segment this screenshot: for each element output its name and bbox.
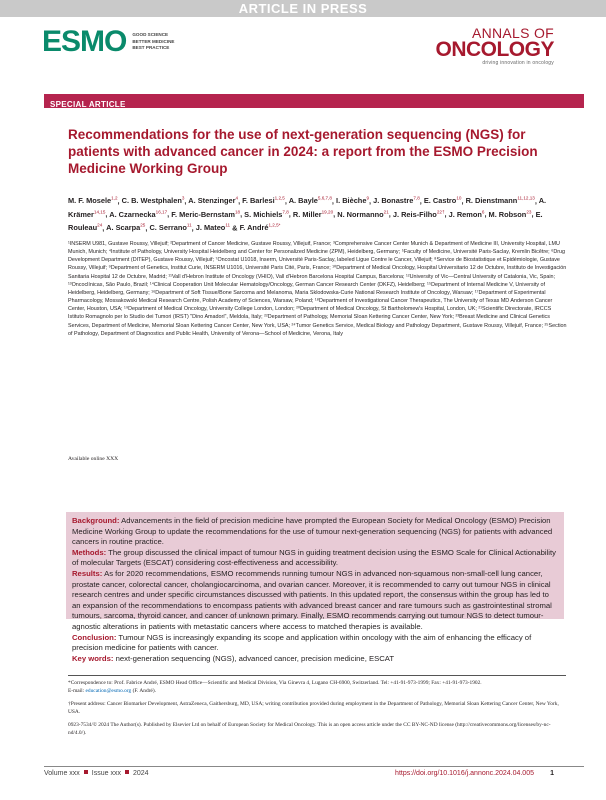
author-affiliation-marker: 7,8 <box>413 196 420 201</box>
esmo-tagline-3: BEST PRACTICE <box>132 45 170 51</box>
email-label: E-mail: <box>68 688 86 695</box>
correspondence-note <box>68 679 566 695</box>
page-number: 1 <box>550 770 554 777</box>
author-name: R. Dienstmann$^{11,12,13}$ <box>465 196 535 206</box>
abstract-keywords <box>72 654 558 665</box>
author-affiliation-marker: 18 <box>234 209 241 215</box>
author-affiliation-marker: 4 <box>235 196 239 201</box>
author-affiliation-marker: 25 <box>140 222 146 228</box>
background-label: Background: <box>72 516 120 525</box>
results-text: As for 2020 recommendations, ESMO recommends running tumour NGS in advanced non-squamous non-small-cell lung cancer, prostate cancer, colorectal cancer, cholangiocarcinoma, and ovarian cancer. Moreover, it is recommended to carry out tumour NGS in clinical research centres and under specific circumstances discussed with patients. In this updated report, the consensus within the group has led to an expansion of the recommendations to encompass patients with advanced breast cancer and rare tumours such as gastrointestinal stromal tumours, sarcoma, thyroid cancer, and cancer of unknown primary. Finally, ESMO recommends carrying out tumour NGS to detect tumour-agnostic alterations in patients with metastatic cancers where access to matched therapies is available. <box>72 568 552 631</box>
author-name: F. Barlesi$^{1,2,5}$ <box>242 196 285 206</box>
esmo-tagline-1: GOOD SCIENCE <box>132 32 169 38</box>
background-text: Advancements in the field of precision medicine have prompted the European Society for Medical Oncology (ESMO) Precision Medicine Working Group to update the recommendations for the use of tumour next-generation sequencing (NGS) for patients with advanced cancers in routine practice. <box>72 516 553 547</box>
author-affiliation-marker: 11 <box>225 222 231 228</box>
author-name: M. Robson$^{23}$ <box>488 209 532 219</box>
footer-rule <box>44 766 584 767</box>
author-name: M. F. Mosele$^{1,2}$ <box>68 196 118 206</box>
author-name: J. Reis-Filho$^{22\dagger}$ <box>392 209 445 219</box>
author-affiliation-marker: 21 <box>383 209 389 215</box>
author-name: I. Bièche$^9$ <box>336 196 369 206</box>
author-affiliation-marker: 14,15 <box>93 209 106 215</box>
esmo-logo <box>42 27 174 57</box>
journal-logo-line1: ANNALS OF <box>471 25 554 41</box>
section-label-bar <box>44 94 584 108</box>
conclusion-text: Tumour NGS is increasingly expanding its scope and application within oncology with the aim of enhancing the efficacy of precision medicine for patients with cancer. <box>72 632 532 653</box>
author-affiliation-marker: 7,8 <box>282 209 289 215</box>
author-affiliation-marker: 24 <box>97 222 103 228</box>
article-in-press-banner: ARTICLE IN PRESS <box>0 0 606 17</box>
esmo-tagline-2: BETTER MEDICINE <box>132 38 175 44</box>
author-name: A. Bayle$^{5,6,7,8}$ <box>288 196 332 206</box>
abstract-methods <box>72 548 558 569</box>
separator-square <box>125 770 129 774</box>
affiliations: ¹INSERM U981, Gustave Roussy, Villejuif; ²Department of Cancer Medicine, Gustave Roussy, Villejuif, France; ³Comprehensive Cancer Center Munich & Department of Medicine III, University Hospital, LMU Munich, Munich; ⁴Institute of Pathology, University Hospital Heidelberg and Center for Personalized Medicine (ZPM), Heidelberg, Germany; ⁵Faculty of Medicine, Université Paris-Saclay, Kremlin Bicêtre; ⁶Drug Development Department (DITEP), Gustave Roussy, Villejuif; ⁷Oncostat U1018, Inserm, Université Paris-Saclay, labeled Ligue Contre le Cancer, Villejuif; ⁸Service de Biostatistique et Epidémiologie, Gustave Roussy, Villejuif; ⁹Department of Genetics, Institut Curie, INSERM U1016, Université Paris Cité, Paris, France; ¹⁰Department of Medical Oncology, Hospital Universitario 12 de Octubre, Instituto de Investigación Sanitaria Hospital 12 de Octubre, Madrid; ¹¹Vall d'Hebron Institute of Oncology (VHIO), Vall d'Hebron Barcelona Hospital Campus, Barcelona; ¹²University of Vic—Central University of Catalonia, Vic, Spain; ¹³Oncoclínicas, São Paulo, Brazil; ¹⁴Clinical Cooperation Unit Molecular Hematology/Oncology, German Cancer Research Center (DKFZ), Heidelberg; ¹⁵Department of Internal Medicine V, University of Heidelberg, Heidelberg, Germany; ¹⁶Department of Soft Tissue/Bone Sarcoma and Melanoma, Maria Sklodowska-Curie National Research Institute of Oncology, Warsaw; ¹⁷Department of Experimental Pharmacology, Mossakowski Medical Research Centre, Polish Academy of Sciences, Warsaw, Poland; ¹⁸Department of Investigational Cancer Therapeutics, The University of Texas MD Anderson Cancer Center, Houston, USA; ¹⁹Department of Medical Oncology, University College London, London; ²⁰Department of Medical Oncology, St Bartholomew's Hospital, London, UK; ²¹Scientific Directorate, IRCCS Istituto Romagnolo per lo Studio dei Tumori (IRST) "Dino Amadori", Meldola, Italy; ²²Department of Pathology, Memorial Sloan Kettering Cancer Center, New York; ²³Breast Medicine and Clinical Genetics Services, Department of Medicine, Memorial Sloan Kettering Cancer Center, New York, USA; ²⁴Tumor Genetics Service, Medical Biology and Pathology Department, Gustave Roussy, Villejuif, France; ²⁵Section of Pathology, Department of Diagnostics and Public Health, University of Verona—School of Medicine, Verona, Italy <box>68 241 567 337</box>
author-name: C. B. Westphalen$^3$ <box>121 196 185 206</box>
author-affiliation-marker: 22† <box>436 209 445 215</box>
abstract-box <box>66 512 564 663</box>
email-suffix: (F. André). <box>131 688 156 695</box>
author-affiliation-marker: 1,2,5 <box>274 196 285 201</box>
author-name: A. Krämer$^{14,15}$ <box>68 196 547 219</box>
methods-label: Methods: <box>72 547 107 557</box>
results-label: Results: <box>72 568 103 578</box>
esmo-logo-text: ESMO <box>42 25 127 58</box>
author-affiliation-marker: 11 <box>186 222 192 228</box>
author-affiliation-marker: 23 <box>526 209 532 215</box>
article-title: Recommendations for the use of next-generation sequencing (NGS) for patients with advanced cancer in 2024: a report from the ESMO Precision Medicine Working Group <box>68 127 538 176</box>
author-name: A. Czarnecka$^{16,17}$ <box>109 209 168 219</box>
license-note: 0923-7534/© 2024 The Author(s). Published by Elsevier Ltd on behalf of European Society for Medical Oncology. This is an open access article under the CC BY-NC-ND license (http://creativecommons.org/licenses/by-nc-nd/4.0/). <box>68 721 551 737</box>
esmo-tagline <box>132 32 174 51</box>
present-address-note: †Present address: Cancer Biomarker Development, AstraZeneca, Gaithersburg, MD, USA; writing contribution provided during employment in the Department of Pathology, Memorial Sloan Kettering Cancer Center, New York, USA. <box>68 700 559 716</box>
author-affiliation-marker: 1,2,5* <box>268 222 281 228</box>
footnotes <box>68 679 566 742</box>
author-name: C. Serrano$^{11}$ <box>149 222 192 233</box>
volume: Volume xxx <box>44 770 80 777</box>
methods-text: The group discussed the clinical impact of tumour NGS in guiding treatment decision using the ESMO Scale for Clinical Actionability of molecular Targets (ESCAT) considering cost-effectiveness and accessibility. <box>72 547 556 568</box>
author-affiliation-marker: 3 <box>181 196 185 201</box>
email-link[interactable]: education@esmo.org <box>85 688 132 695</box>
abstract-results <box>72 569 558 633</box>
conclusion-label: Conclusion: <box>72 632 117 642</box>
author-name: A. Scarpa$^{25}$ <box>106 222 146 233</box>
separator-square <box>84 770 88 774</box>
available-online: Available online XXX <box>68 456 119 462</box>
page-footer <box>0 766 606 786</box>
abstract-background <box>72 516 558 548</box>
author-affiliation-marker: 6 <box>481 209 485 215</box>
author-name: S. Michiels$^{7,8}$ <box>244 209 289 219</box>
footnote-rule <box>68 675 566 676</box>
author-list: M. F. Mosele$^{1,2}$, C. B. Westphalen$^3$, A. Stenzinger$^4$, F. Barlesi$^{1,2,5}$, A. Bayle$^{5,6,7,8}$, I. Bièche$^9$, J. Bonastre$^{7,8}$, E. Castro$^{10}$, R. Dienstmann$^{11,12,13}$, A. Krämer$^{14,15}$, A. Czarnecka$^{16,17}$, F. Meric-Bernstam$^{18}$, S. Michiels$^{7,8}$, R. Miller$^{19,20}$, N. Normanno$^{21}$, J. Reis-Filho$^{22\dagger}$, J. Remon$^6$, M. Robson$^{23}$, E. Rouleau$^{24}$, A. Scarpa$^{25}$, C. Serrano$^{11}$, J. Mateo$^{11}$ & F. André$^{1,2,5*}$ <box>68 196 547 233</box>
author-affiliation-marker: 19,20 <box>321 209 334 215</box>
author-name: J. Remon$^6$ <box>448 209 485 219</box>
author-affiliation-marker: 11,12,13 <box>517 196 535 201</box>
author-affiliation-marker: 9 <box>366 196 369 201</box>
author-name: J. Mateo$^{11}$ <box>195 222 231 233</box>
journal-logo-line2: ONCOLOGY <box>435 38 554 61</box>
author-name: F. Meric-Bernstam$^{18}$ <box>171 209 241 219</box>
author-name: R. Miller$^{19,20}$ <box>292 209 334 219</box>
issue: Issue xxx <box>91 770 121 777</box>
author-name: J. Bonastre$^{7,8}$ <box>373 196 420 206</box>
author-affiliation-marker: 5,6,7,8 <box>317 196 332 201</box>
volume-issue <box>44 770 149 777</box>
author-affiliation-marker: 16,17 <box>155 209 168 215</box>
author-name: E. Rouleau$^{24}$ <box>68 209 543 233</box>
author-name: N. Normanno$^{21}$ <box>337 209 389 219</box>
author-affiliation-marker: 10 <box>456 196 462 201</box>
abstract-conclusion <box>72 633 558 654</box>
author-name: A. Stenzinger$^4$ <box>188 196 239 206</box>
author-name: E. Castro$^{10}$ <box>423 196 462 206</box>
keywords-text: next-generation sequencing (NGS), advanced cancer, precision medicine, ESCAT <box>115 653 395 663</box>
year: 2024 <box>132 770 149 777</box>
doi-link[interactable]: https://doi.org/10.1016/j.annonc.2024.04.005 <box>395 770 534 777</box>
journal-logo <box>435 26 554 67</box>
section-label: SPECIAL ARTICLE <box>50 100 126 109</box>
journal-tagline: driving innovation in oncology <box>482 60 554 66</box>
author-name: F. André$^{1,2,5*}$ <box>239 222 281 233</box>
keywords-label: Key words: <box>72 653 114 663</box>
correspondence-text: *Correspondence to: Prof. Fabrice André, ESMO Head Office—Scientific and Medical Division, Via Ginevra 4, Lugano CH-6900, Switzerland. Tel: +41-91-973-1999; Fax: +41-91-973-1902. <box>68 680 482 686</box>
author-affiliation-marker: 1,2 <box>111 196 118 201</box>
